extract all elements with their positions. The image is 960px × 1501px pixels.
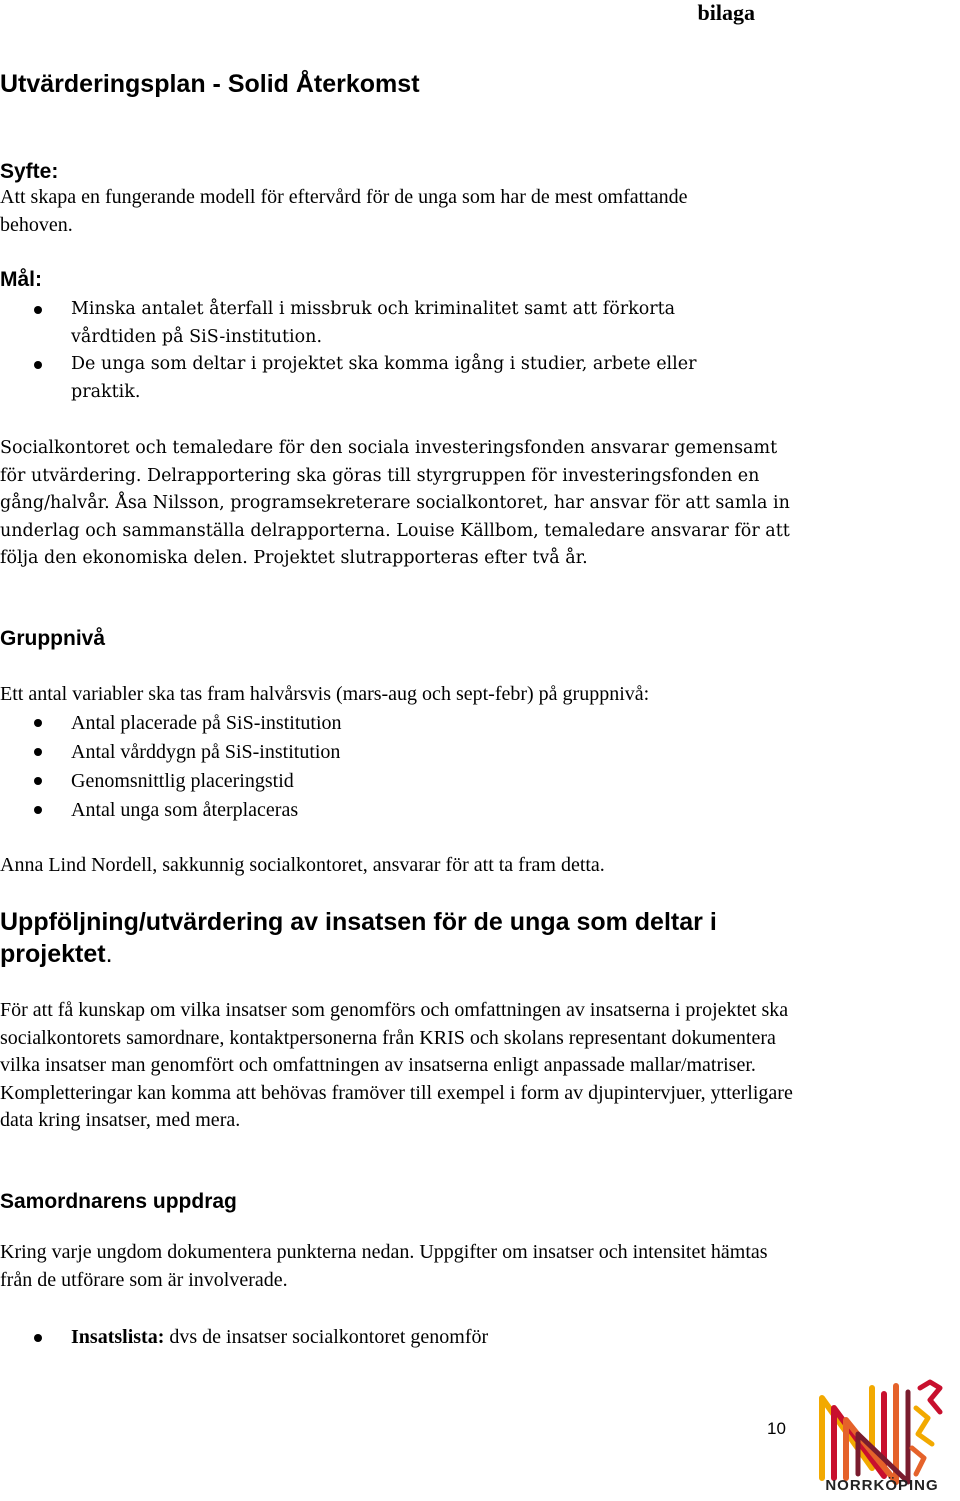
bullet-icon [34, 806, 42, 814]
uppfoljning-text: För att få kunskap om vilka insatser som genomförs och omfattningen av insatserna i projektet ska socialkontorets samordnare, kontaktpersonerna från KRIS och skolans representant dokumentera vilka insatser man genomfört och omfattningen av insatserna enligt anpassade mallar/matriser. Kompletteringar kan komma att behövas framöver till exempel i form av djupintervjuer, ytterligare data kring insatser, med mera. [0, 999, 793, 1131]
gruppniva-list [0, 709, 790, 825]
mal-list [0, 296, 760, 406]
list-item: Antal vårddygn på SiS-institution [0, 738, 790, 767]
ansvar-paragraph: Socialkontoret och temaledare för den sociala investeringsfonden ansvarar gemensamt för utvärdering. Delrapportering ska göras till styrgruppen för investeringsfonden en gång/halvår. Åsa Nilsson, programsekreterare socialkontoret, har ansvar för att samla in underlag och sammanställa delrapporterna. Louise Källbom, temaledare ansvarar för att följa den ekonomiska delen. Projektet slutrapporteras efter två år. [0, 438, 790, 568]
list-item: De unga som deltar i projektet ska komma igång i studier, arbete eller praktik. [0, 351, 760, 406]
list-item: Minska antalet återfall i missbruk och kriminalitet samt att förkorta vårdtiden på SiS-institution. [0, 296, 760, 351]
syfte-text: Att skapa en fungerande modell för eftervård för de unga som har de mest omfattande behoven. [0, 186, 688, 236]
mal-label: Mål: [0, 268, 42, 291]
bullet-icon [34, 777, 42, 785]
list-item: Antal unga som återplaceras [0, 796, 790, 825]
page-number: 10 [767, 1419, 786, 1438]
samordnare-text: Kring varje ungdom dokumentera punkterna nedan. Uppgifter om insatser och intensitet hämtas från de utförare som är involverade. [0, 1241, 768, 1291]
appendix-label: bilaga [697, 0, 755, 25]
gruppniva-intro: Ett antal variabler ska tas fram halvårsvis (mars-aug och sept-febr) på gruppnivå: [0, 683, 650, 705]
gruppniva-heading: Gruppnivå [0, 627, 106, 650]
syfte-label: Syfte: [0, 160, 59, 183]
bullet-icon [34, 748, 42, 756]
logo-text: NORRKÖPING [825, 1477, 939, 1494]
samordnare-list [0, 1324, 790, 1352]
uppfoljning-heading: Uppföljning/utvärdering av insatsen för de unga som deltar i projektet. [0, 908, 717, 968]
bullet-icon [34, 719, 42, 727]
list-item: Insatslista: dvs de insatser socialkontoret genomför [0, 1324, 790, 1352]
gruppniva-responsible: Anna Lind Nordell, sakkunnig socialkontoret, ansvarar för att ta fram detta. [0, 854, 605, 876]
document-title: Utvärderingsplan - Solid Återkomst [0, 70, 420, 98]
bullet-icon [34, 1334, 42, 1342]
bullet-icon [34, 361, 42, 369]
bullet-icon [34, 306, 42, 314]
list-item: Genomsnittlig placeringstid [0, 767, 790, 796]
samordnare-heading: Samordnarens uppdrag [0, 1190, 237, 1213]
list-item: Antal placerade på SiS-institution [0, 709, 790, 738]
